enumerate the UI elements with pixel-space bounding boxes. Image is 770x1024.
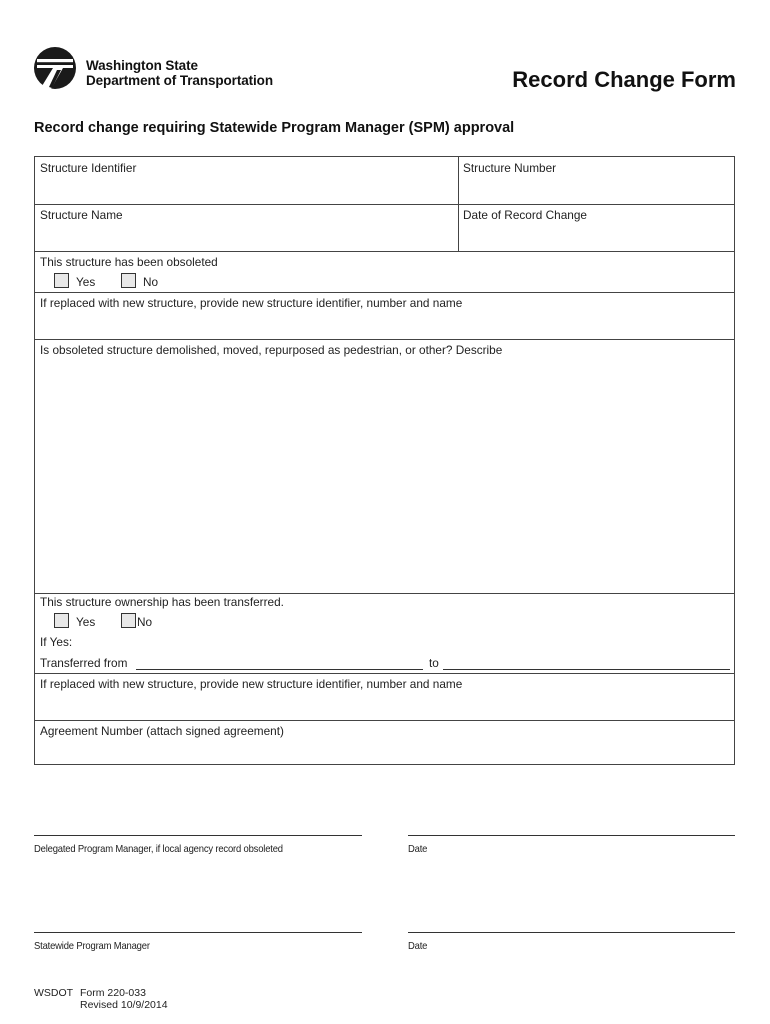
date-signature-line-1[interactable] <box>408 835 735 836</box>
ownership-yes-label: Yes <box>76 615 96 629</box>
obsoleted-yes-checkbox[interactable] <box>54 273 69 288</box>
transferred-from-label: Transferred from <box>40 656 128 670</box>
transferred-from-input[interactable] <box>136 669 423 670</box>
divider <box>35 251 734 252</box>
ownership-no-checkbox[interactable] <box>121 613 136 628</box>
form-box <box>34 156 735 765</box>
transferred-to-label: to <box>429 656 439 670</box>
divider <box>35 339 734 340</box>
divider <box>35 720 734 721</box>
obsoleted-yes-label: Yes <box>76 275 96 289</box>
statewide-manager-label: Statewide Program Manager <box>34 940 150 952</box>
date-of-record-change-field[interactable]: Date of Record Change <box>463 208 587 222</box>
footer-form-number: Form 220-033 <box>80 987 146 999</box>
divider <box>35 204 734 205</box>
delegated-manager-label: Delegated Program Manager, if local agency record obsoleted <box>34 843 283 855</box>
structure-identifier-field[interactable]: Structure Identifier <box>40 161 137 175</box>
date-label-1: Date <box>408 843 428 855</box>
delegated-manager-signature-line[interactable] <box>34 835 362 836</box>
divider <box>35 593 734 594</box>
replaced-structure-field-2[interactable]: If replaced with new structure, provide new structure identifier, number and name <box>40 677 463 691</box>
organization-name-line2: Department of Transportation <box>86 73 273 88</box>
transferred-to-input[interactable] <box>443 669 730 670</box>
wsdot-logo-icon <box>33 46 77 90</box>
column-divider <box>458 157 459 251</box>
agreement-number-field[interactable]: Agreement Number (attach signed agreement) <box>40 724 284 738</box>
ownership-yes-checkbox[interactable] <box>54 613 69 628</box>
if-yes-label: If Yes: <box>40 635 73 649</box>
obsoleted-question: This structure has been obsoleted <box>40 255 218 269</box>
footer-revised: Revised 10/9/2014 <box>80 999 168 1011</box>
date-signature-line-2[interactable] <box>408 932 735 933</box>
footer-agency: WSDOT <box>34 987 74 999</box>
date-label-2: Date <box>408 940 428 952</box>
form-subtitle: Record change requiring Statewide Program Manager (SPM) approval <box>34 120 515 136</box>
replaced-structure-field[interactable]: If replaced with new structure, provide new structure identifier, number and name <box>40 296 463 310</box>
obsoleted-no-label: No <box>143 275 159 289</box>
structure-name-field[interactable]: Structure Name <box>40 208 123 222</box>
describe-field[interactable]: Is obsoleted structure demolished, moved, repurposed as pedestrian, or other? Describe <box>40 343 503 357</box>
obsoleted-no-checkbox[interactable] <box>121 273 136 288</box>
organization-name-line1: Washington State <box>86 58 198 73</box>
ownership-question: This structure ownership has been transferred. <box>40 595 284 609</box>
statewide-manager-signature-line[interactable] <box>34 932 362 933</box>
form-title: Record Change Form <box>512 67 736 92</box>
divider <box>35 292 734 293</box>
divider <box>35 673 734 674</box>
ownership-no-label: No <box>137 615 153 629</box>
structure-number-field[interactable]: Structure Number <box>463 161 557 175</box>
